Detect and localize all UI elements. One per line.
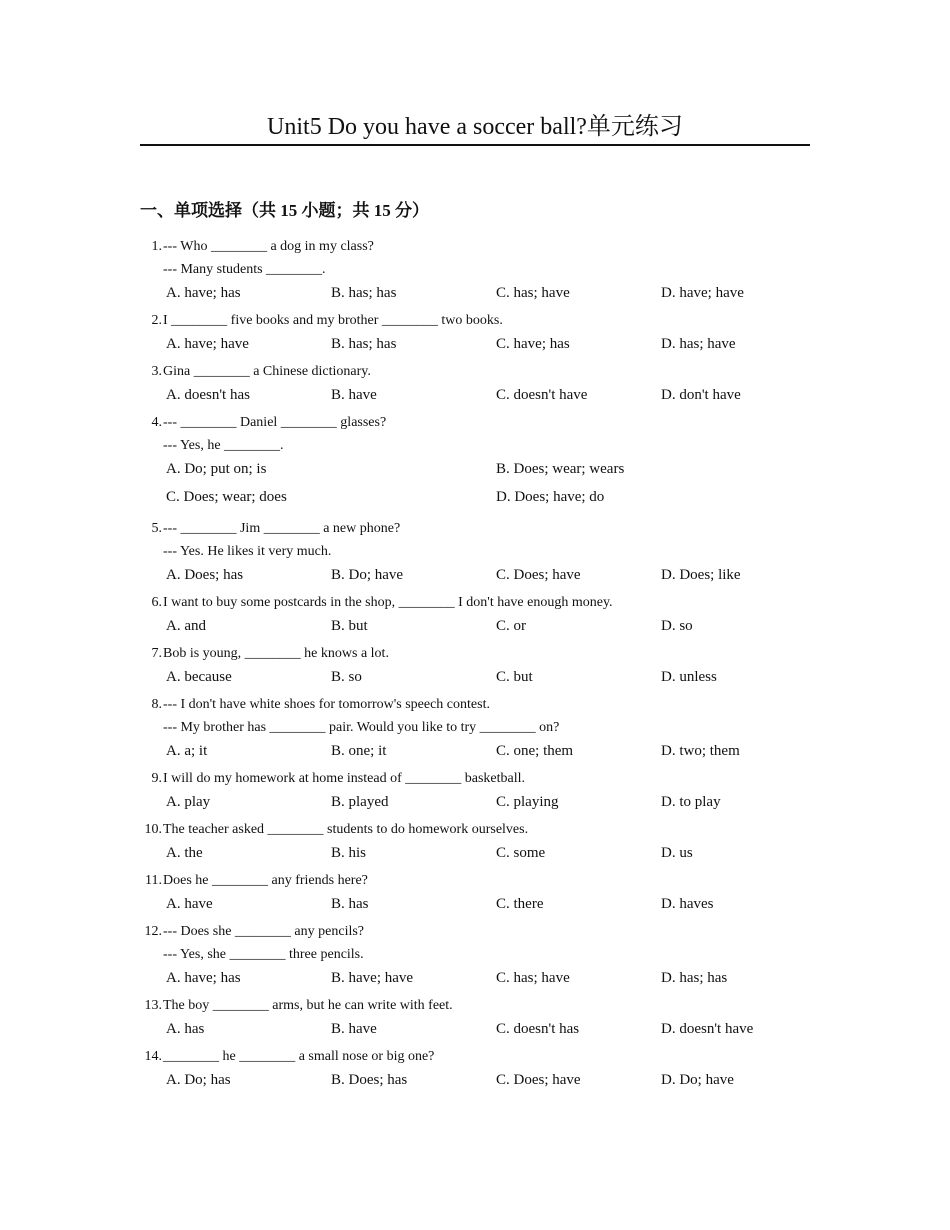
answer-option-b[interactable]: B. has; has [331, 285, 397, 301]
answer-option-b[interactable]: B. have [331, 387, 377, 403]
answer-option-c[interactable]: C. have; has [496, 336, 570, 352]
answer-option-b[interactable]: B. have; have [331, 970, 414, 986]
question-stem [138, 818, 818, 841]
answer-option-b[interactable]: B. so [331, 669, 362, 685]
question-list [138, 235, 818, 1096]
answer-option-a[interactable]: A. a; it [166, 743, 208, 759]
question-number: 3. [151, 364, 162, 379]
question-number: 14. [144, 1049, 162, 1064]
question-number: 11. [145, 873, 162, 888]
answer-option-a[interactable]: A. the [166, 845, 203, 861]
question-text: ________ he ________ a small nose or big one? [163, 1049, 435, 1064]
answer-option-b[interactable]: B. one; it [331, 743, 387, 759]
question-stem [138, 411, 818, 434]
answer-option-d[interactable]: D. so [661, 618, 693, 634]
question-number: 1. [151, 239, 162, 254]
question-text: Gina ________ a Chinese dictionary. [163, 364, 371, 379]
answer-options [138, 563, 818, 587]
answer-option-c[interactable]: C. some [496, 845, 546, 861]
question-text: --- I don't have white shoes for tomorrow's speech contest. [163, 697, 490, 712]
answer-options [138, 665, 818, 689]
answer-option-b[interactable]: B. played [331, 794, 389, 810]
answer-option-c[interactable]: C. doesn't have [496, 387, 588, 403]
question-number: 7. [151, 646, 162, 661]
answer-options [138, 892, 818, 916]
answer-option-b[interactable]: B. Does; has [331, 1072, 408, 1088]
answer-options [138, 614, 818, 638]
answer-options [138, 739, 818, 763]
question-stem-continuation [138, 434, 818, 457]
answer-option-b[interactable]: B. but [331, 618, 368, 634]
question-stem [138, 517, 818, 540]
answer-option-d[interactable]: D. unless [661, 669, 717, 685]
answer-option-d[interactable]: D. Does; have; do [496, 489, 605, 505]
question-text: I will do my homework at home instead of ________ basketball. [163, 771, 525, 786]
question-stem [138, 693, 818, 716]
question-text: --- Yes, she ________ three pencils. [163, 947, 364, 962]
question-stem [138, 920, 818, 943]
answer-option-c[interactable]: C. there [496, 896, 544, 912]
question-stem [138, 309, 818, 332]
answer-option-a[interactable]: A. has [166, 1021, 205, 1037]
answer-options [138, 332, 818, 356]
question-stem-continuation [138, 716, 818, 739]
question-text: --- Many students ________. [163, 262, 326, 277]
answer-options [138, 1017, 818, 1041]
answer-option-d[interactable]: D. Do; have [661, 1072, 734, 1088]
question-text: --- Who ________ a dog in my class? [163, 239, 374, 254]
question-text: --- ________ Daniel ________ glasses? [163, 415, 387, 430]
answer-option-d[interactable]: D. doesn't have [661, 1021, 754, 1037]
question-stem [138, 994, 818, 1017]
answer-options [138, 281, 818, 305]
section-heading: 一、单项选择（共 15 小题；共 15 分） [140, 201, 429, 220]
question-number: 13. [144, 998, 162, 1013]
answer-option-c[interactable]: C. doesn't has [496, 1021, 580, 1037]
question-item [138, 517, 818, 587]
question-item [138, 994, 818, 1041]
question-number: 4. [151, 415, 162, 430]
question-number: 6. [151, 595, 162, 610]
question-text: --- My brother has ________ pair. Would you like to try ________ on? [163, 720, 560, 735]
question-number: 10. [144, 822, 162, 837]
question-stem [138, 767, 818, 790]
question-stem-continuation [138, 943, 818, 966]
answer-option-a[interactable]: A. Do; has [166, 1072, 231, 1088]
answer-option-b[interactable]: B. has [331, 896, 369, 912]
question-stem [138, 235, 818, 258]
title-rule [140, 112, 810, 146]
question-stem [138, 1045, 818, 1068]
answer-option-c[interactable]: C. one; them [496, 743, 574, 759]
question-item [138, 411, 818, 513]
question-number: 5. [151, 521, 162, 536]
answer-option-b[interactable]: B. has; has [331, 336, 397, 352]
answer-option-a[interactable]: A. Do; put on; is [166, 461, 267, 477]
answer-option-c[interactable]: C. or [496, 618, 526, 634]
answer-option-a[interactable]: A. doesn't has [166, 387, 250, 403]
answer-option-d[interactable]: D. to play [661, 794, 721, 810]
question-number: 2. [151, 313, 162, 328]
answer-options [138, 457, 818, 513]
answer-option-a[interactable]: A. and [166, 618, 206, 634]
answer-option-a[interactable]: A. have; has [166, 970, 241, 986]
question-item [138, 309, 818, 356]
page-title: Unit5 Do you have a soccer ball?单元练习 [267, 114, 683, 140]
answer-option-c[interactable]: C. playing [496, 794, 559, 810]
answer-option-a[interactable]: A. Does; has [166, 567, 244, 583]
question-stem-continuation [138, 258, 818, 281]
question-item [138, 767, 818, 814]
question-text: I want to buy some postcards in the shop, ________ I don't have enough money. [163, 595, 613, 610]
answer-option-c[interactable]: C. but [496, 669, 533, 685]
answer-option-b[interactable]: B. his [331, 845, 367, 861]
question-item [138, 1045, 818, 1092]
answer-options [138, 790, 818, 814]
answer-option-c[interactable]: C. has; have [496, 285, 570, 301]
answer-option-a[interactable]: A. because [166, 669, 232, 685]
question-item [138, 818, 818, 865]
answer-option-c[interactable]: C. Does; have [496, 1072, 581, 1088]
question-stem [138, 642, 818, 665]
answer-option-d[interactable]: D. Does; like [661, 567, 741, 583]
answer-options [138, 841, 818, 865]
answer-option-a[interactable]: A. have; have [166, 336, 249, 352]
question-stem [138, 591, 818, 614]
answer-option-d[interactable]: D. has; has [661, 970, 728, 986]
answer-option-a[interactable]: A. have; has [166, 285, 241, 301]
question-item [138, 642, 818, 689]
question-text: I ________ five books and my brother ________ two books. [163, 313, 503, 328]
answer-option-a[interactable]: A. play [166, 794, 211, 810]
answer-options [138, 1068, 818, 1092]
question-stem [138, 869, 818, 892]
question-item [138, 360, 818, 407]
answer-option-d[interactable]: D. haves [661, 896, 714, 912]
question-item [138, 869, 818, 916]
answer-option-d[interactable]: D. have; have [661, 285, 744, 301]
question-text: --- ________ Jim ________ a new phone? [163, 521, 401, 536]
answer-option-d[interactable]: D. has; have [661, 336, 736, 352]
answer-option-b[interactable]: B. have [331, 1021, 377, 1037]
answer-options [138, 383, 818, 407]
answer-option-c[interactable]: C. Does; have [496, 567, 581, 583]
answer-option-a[interactable]: A. have [166, 896, 213, 912]
question-item [138, 920, 818, 990]
question-text: Does he ________ any friends here? [163, 873, 368, 888]
answer-option-b[interactable]: B. Does; wear; wears [496, 461, 625, 477]
question-text: --- Does she ________ any pencils? [163, 924, 365, 939]
answer-option-d[interactable]: D. us [661, 845, 693, 861]
question-stem [138, 360, 818, 383]
question-text: The boy ________ arms, but he can write with feet. [163, 998, 453, 1013]
answer-option-d[interactable]: D. two; them [661, 743, 740, 759]
question-number: 9. [151, 771, 162, 786]
question-item [138, 693, 818, 763]
question-text: Bob is young, ________ he knows a lot. [163, 646, 389, 661]
answer-option-c[interactable]: C. Does; wear; does [166, 489, 287, 505]
question-text: --- Yes. He likes it very much. [163, 544, 332, 559]
answer-option-b[interactable]: B. Do; have [331, 567, 404, 583]
answer-option-c[interactable]: C. has; have [496, 970, 570, 986]
question-number: 12. [144, 924, 162, 939]
question-text: The teacher asked ________ students to do homework ourselves. [163, 822, 529, 837]
question-item [138, 235, 818, 305]
question-stem-continuation [138, 540, 818, 563]
answer-option-d[interactable]: D. don't have [661, 387, 741, 403]
question-text: --- Yes, he ________. [163, 438, 284, 453]
answer-options [138, 966, 818, 990]
question-number: 8. [151, 697, 162, 712]
question-item [138, 591, 818, 638]
